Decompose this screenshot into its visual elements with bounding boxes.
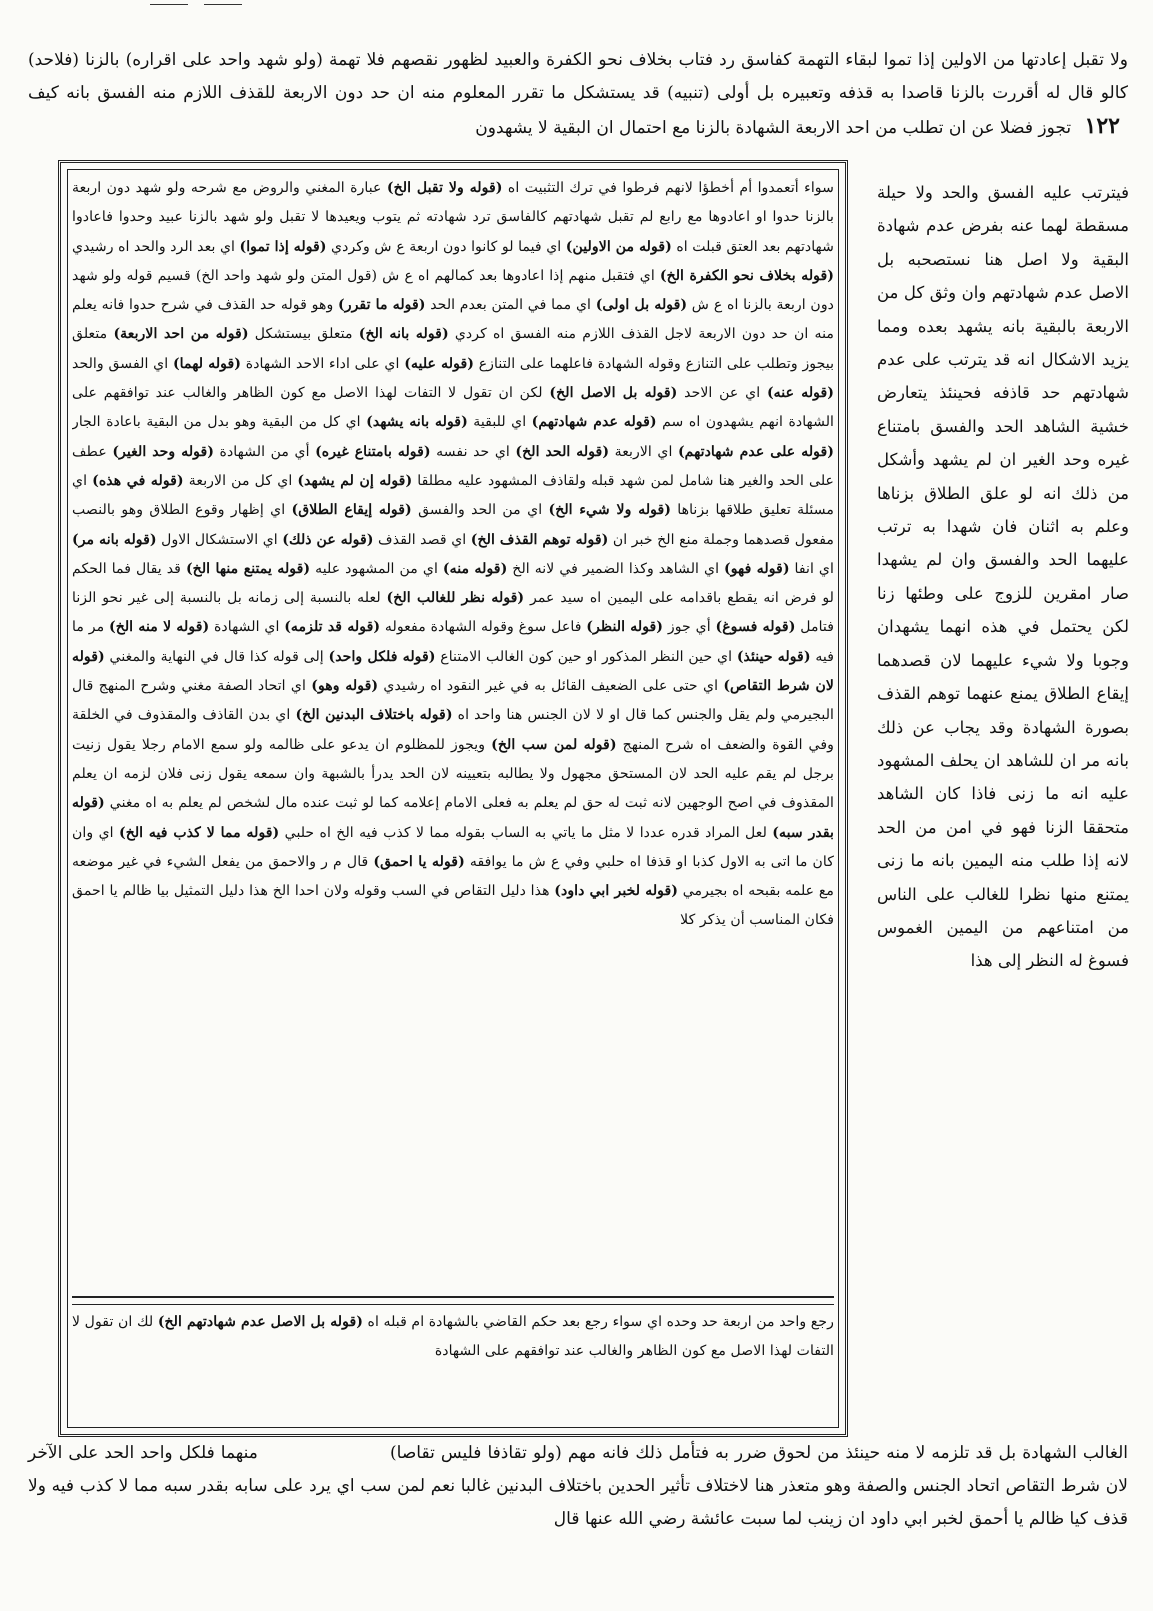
commentary-text: اي الاربعة [609, 443, 678, 460]
commentary-text: اي إظهار وقوع الطلاق وهو بالنصب مفعول قصدهما وجملة منع الخ خبر ان [72, 502, 834, 548]
commentary-lemma: (قوله النظر) [586, 619, 664, 636]
commentary-lemma: (قوله إذا تموا) [239, 238, 327, 255]
commentary-text: اي فتقبل منهم إذا اعادوها بعد كمالهم اه ع ش [377, 267, 660, 284]
commentary-text: سواء أتعمدوا أم أخطؤا لانهم فرطوا في ترك التثبيت اه [502, 180, 834, 196]
commentary-lemma: (قوله بل اولى) [595, 297, 688, 314]
commentary-lemma: (قوله ولا شيء الخ) [548, 502, 671, 519]
commentary-lemma: (قوله من احد الاربعة) [113, 326, 249, 343]
commentary-text: لعل المراد قدره عددا لا مثل ما ياتي به الساب بقوله مما لا كذب فيه الخ اه حلبي [279, 824, 773, 841]
commentary-text: قد يقال فما الحكم لو فرض انه يقطع باقدامه على اليمين اه سيد عمر [72, 560, 834, 607]
commentary-text: إلى قوله كذا قال في النهاية والمغني [104, 648, 329, 665]
page-number: ۱۲۲ [1084, 113, 1120, 139]
commentary-lemma: (قوله وحد الغير) [112, 443, 214, 460]
commentary-lemma: (قوله بانه الخ) [358, 326, 449, 343]
commentary-lemma: (قوله حينئذ) [736, 648, 811, 665]
commentary-lemma: (قوله قد تلزمه) [284, 619, 381, 636]
header-rule-left [150, 4, 188, 5]
commentary-text: أي من الشهادة [214, 443, 316, 460]
commentary-lemma: (قوله منه) [442, 560, 508, 577]
main-text-bottom-line2: فلكل واحد الحد على الآخر لان شرط التقاص اتحاد الجنس والصفة وهو متعذر هنا لاختلاف تأثير الحدين باختلاف البدنين غالبا نعم لمن سب اي يرد على سابه بقدر سبه مما لا كذب فيه ولا قذف كيا ظالم يا أحمق لخبر ابي داود ان زينب لما سبت عائشة رضي الله عنها قال [28, 1443, 1128, 1529]
commentary-lemma: (قوله بل الاصل عدم شهادتهم الخ) [157, 1314, 363, 1330]
commentary-text: عطف على الحد والغير هنا شامل لمن شهد قبله ولقاذف المشهود عليه مطلقا [72, 443, 834, 489]
commentary-lemma: (قوله يمتنع منها الخ) [185, 560, 311, 577]
commentary-lemma: (قوله إن لم يشهد) [297, 472, 413, 489]
commentary-text: اي من المشهود عليه [310, 560, 443, 577]
commentary-bottom-paragraph [72, 1308, 834, 1367]
commentary-text: اي حتى على الضعيف القائل به في غير النقود اه رشيدي [378, 678, 724, 695]
commentary-text: اي انفا [789, 560, 834, 577]
commentary-text: اي وان كان ما اتى به الاول كذبا او قذفا اه حلبي وفي ع ش ما يوافقه [72, 824, 834, 870]
commentary-text: اي حد نفسه [430, 443, 516, 460]
commentary-lemma: (قوله نظر للغالب الخ) [386, 590, 525, 607]
commentary-lemma: (قوله عليه) [404, 355, 474, 372]
commentary-text: اي مسئلة تعليق طلاقها بزناها [72, 472, 834, 519]
commentary-lemma: (قوله بخلاف نحو الكفرة الخ) [659, 267, 834, 284]
commentary-text: اي حين النظر المذكور او حين كون الغالب الامتناع [435, 648, 737, 665]
commentary-text: اي قصد القذف [373, 531, 471, 548]
commentary-lemma: (قوله يا احمق) [373, 853, 465, 870]
commentary-lemma: (قوله على عدم شهادتهم) [677, 443, 834, 460]
main-text-right-column [877, 176, 1129, 978]
commentary-lemma: (قوله من الاولين) [565, 238, 672, 255]
commentary-lemma: (قوله الحد الخ) [515, 443, 610, 460]
commentary-text: اي اتحاد الصفة مغني وشرح المنهج قال البجيرمي ولم يقل والجنس كما قال او لا لان الجنس هنا واحد اه [72, 678, 834, 724]
commentary-text: هذا دليل التقاص في السب وقوله ولان احدا الخ هذا دليل التمثيل بيا ظالم يا احمق فكان المناسب أن يذكر كلا [72, 883, 834, 929]
commentary-lemma: (قوله فلكل واحد) [328, 648, 436, 665]
commentary-lemma: (قوله عدم شهادتهم) [531, 414, 657, 431]
commentary-lemma: (قوله توهم القذف الخ) [470, 531, 609, 548]
commentary-lemma: (قوله بانه مر) [72, 531, 157, 548]
commentary-text: عبارة المغني والروض مع شرحه ولو شهد دون اربعة بالزنا حدوا او اعادوها مع رابع لم تقبل شهادتهم كالفاسق ترد شهادته ثم يتوب ويعيدها لا تقبل ولو شهد بالزنا عبيد وحدوا فاعادوا شهادتهم بعد العتق قبلت اه [72, 180, 834, 255]
commentary-text: اي على اداء الاحد الشهادة [241, 355, 405, 372]
commentary-separator [72, 1296, 834, 1305]
main-text-bottom-line1a: الغالب الشهادة بل قد تلزمه لا منه حينئذ من لحوق ضرر به فتأمل ذلك فانه مهم (ولو تقاذفا فليس تقاصا) [390, 1443, 1129, 1463]
commentary-lemma: (قوله ما تقرر) [338, 297, 426, 314]
commentary-text: اي كل من البقية وهو بدل من البقية باعادة الجار [72, 414, 367, 431]
page-header [0, 0, 1153, 30]
commentary-text: مر ما فيه [72, 619, 834, 665]
commentary-block-bottom [72, 1308, 834, 1367]
commentary-text: اي الشاهد وكذا الضمير في لانه الخ [507, 560, 725, 577]
commentary-text: اي الاستشكال الاول [156, 531, 283, 548]
commentary-text: متعلق بيستشكل [248, 326, 359, 343]
commentary-text: وهو قوله حد القذف في شرح حدوا فانه يعلم منه ان حد دون الاربعة لاجل القذف اللازم منه الفسق اه كردي [72, 297, 834, 343]
commentary-block [72, 174, 834, 1292]
commentary-lemma: (قوله لخبر ابي داود) [554, 883, 678, 900]
commentary-lemma: (قوله لان شرط التقاص) [72, 648, 834, 695]
main-text-top [28, 44, 1128, 145]
main-text-bottom [28, 1437, 1128, 1536]
commentary-lemma: (قوله لهما) [172, 355, 242, 372]
commentary-text: أي جوز [663, 619, 716, 636]
commentary-text: اي فيما لو كانوا دون اربعة ع ش وكردي [326, 238, 566, 255]
commentary-text: لك ان تقول لا التفات لهذا الاصل مع كون الظاهر والغالب عند توافقهم على الشهادة [72, 1314, 834, 1360]
commentary-text: لعله بالنسبة إلى زمانه بل بالنسبة إلى غير نحو الزنا فتامل [72, 590, 834, 636]
commentary-text: متعلق بيجوز وتطلب على التنازع وقوله الشهادة فاعلهما على التنازع [72, 326, 834, 372]
commentary-lemma: (قوله وهو) [311, 678, 379, 695]
commentary-text: اي للبقية [467, 414, 532, 431]
commentary-text: اي مما في المتن بعدم الحد [425, 297, 596, 314]
commentary-text: ويجوز للمظلوم ان يدعو على ظالمه ولو سمع الامام رجلا يقول زنيت برجل لم يقم عليه الحد لان المستحق مجهول ولا يطالبه بتعيينه لان الحد يدرأ بالشبهة وان سمعه يقول زنى فلان لزمه ان يعلم المقذوف في اصح الوجهين لانه ثبت له حق لم يعلم به فعلى الامام إعلامه كما لو ثبت عنده مال لشخص لم يعلم به اه مغني [72, 736, 834, 812]
commentary-text: لكن ان تقول لا التفات لهذا الاصل مع كون الظاهر والغالب عند توافقهم على الشهادة انهم يشهدون اه سم [72, 385, 834, 431]
commentary-text: رجع واحد من اربعة حد وحده اي سواء رجع بعد حكم القاضي بالشهادة ام قبله اه [362, 1314, 834, 1330]
commentary-lemma: (قوله بامتناع غيره) [315, 443, 431, 460]
commentary-lemma: (قوله بقدر سبه) [72, 795, 834, 841]
commentary-text: فاعل سوغ وقوله الشهادة مفعوله [380, 619, 587, 636]
commentary-lemma: (قوله لا منه الخ) [108, 619, 210, 636]
commentary-lemma: (قوله لمن سب الخ) [491, 736, 617, 753]
commentary-lemma: (قوله في هذه) [92, 472, 184, 489]
commentary-lemma: (قوله مما لا كذب فيه الخ) [118, 824, 280, 841]
commentary-text: اي الفسق والحد [72, 355, 173, 372]
commentary-paragraph [72, 174, 834, 936]
main-text-right: فيترتب عليه الفسق والحد ولا حيلة مسقطة لهما عنه بفرض عدم شهادة البقية ولا اصل هنا نستصحبه بل الاصل عدم شهادتهم وان وثق كل من الاربعة بالبقية بانه يشهد بعده ومما يزيد الاشكال انه قد يترتب على عدم شهادتهم حد قاذفه فحينئذ يتعارض خشية الشاهد الحد والفسق بامتناع غيره وحد الغير ان لم يشهد وأشكل من ذلك انه لو علق الطلاق بزناها وعلم به اثنان فان شهدا به ترتب عليهما الحد والفسق وان لم يشهدا صار امقرين للزوج على وطئها زنا لكن يحتمل في هذه انهما يشهدان وجوبا ولا شيء عليهما لان قصدهما إيقاع الطلاق يمنع عنهما توهم القذف بصورة الشهادة وقد يجاب عن ذلك بانه مر ان للشاهد ان يحلف المشهود عليه انه ما زنى فاذا كان الشاهد متحققا الزنا فهو في امن من الحد لانه إذا طلب منه اليمين بانه ما زنى يمتنع منها نظرا للغالب على الناس من امتناعهم من اليمين الغموس فسوغ له النظر إلى هذا [877, 183, 1129, 971]
commentary-text: (قول المتن ولو شهد واحد الخ) قسيم قوله ولو شهد دون اربعة بالزنا اه ع ش [72, 267, 834, 314]
commentary-lemma: (قوله إيقاع الطلاق) [291, 502, 412, 519]
header-rule-right [204, 4, 242, 5]
commentary-text: اي بدن القاذف والمقذوف في الخلقة وفي القوة والضعف اه شرح المنهج [72, 707, 834, 753]
commentary-lemma: (قوله عنه) [766, 385, 834, 402]
commentary-lemma: (قوله فهو) [724, 560, 790, 577]
main-text-top-part1: ولا تقبل إعادتها من الاولين إذا تموا لبقاء التهمة كفاسق رد فتاب بخلاف نحو الكفرة والعبيد لظهور نقصهم فلا تهمة (ولو شهد واحد على اقراره) بالزنا (فلاحد) كالو قال له أقررت بالزنا قاصدا به قذفه وتعبيره بل أولى (تنبيه) قد يستشكل ما تقرر المعلوم منه ان حد دون الاربعة للقذف اللازم منه الفسق بانه كيف [28, 50, 1128, 103]
commentary-text: اي بعد الرد والحد اه رشيدي [72, 238, 240, 255]
commentary-lemma: (قوله بل الاصل الخ) [549, 385, 678, 402]
commentary-lemma: (قوله ولا تقبل الخ) [386, 180, 503, 196]
commentary-text: اي من الحد والفسق [411, 502, 549, 519]
commentary-text: اي عن الاحد [677, 385, 767, 402]
main-text-top-part2: تجوز فضلا عن ان تطلب من احد الاربعة الشهادة بالزنا مع احتمال ان البقية لا يشهدون [475, 118, 1072, 138]
commentary-text: اي كل من الاربعة [183, 472, 298, 489]
commentary-lemma: (قوله باختلاف البدنين الخ) [295, 707, 453, 724]
commentary-lemma: (قوله فسوغ) [715, 619, 796, 636]
commentary-lemma: (قوله عن ذلك) [282, 531, 374, 548]
main-text-bottom-line1b: منهما [220, 1443, 258, 1463]
commentary-text: اي الشهادة [209, 619, 285, 636]
commentary-text: قال م ر والاحمق من يفعل الشيء في غير موضعه مع علمه بقبحه اه بجيرمي [72, 853, 834, 900]
commentary-lemma: (قوله بانه يشهد) [366, 414, 468, 431]
